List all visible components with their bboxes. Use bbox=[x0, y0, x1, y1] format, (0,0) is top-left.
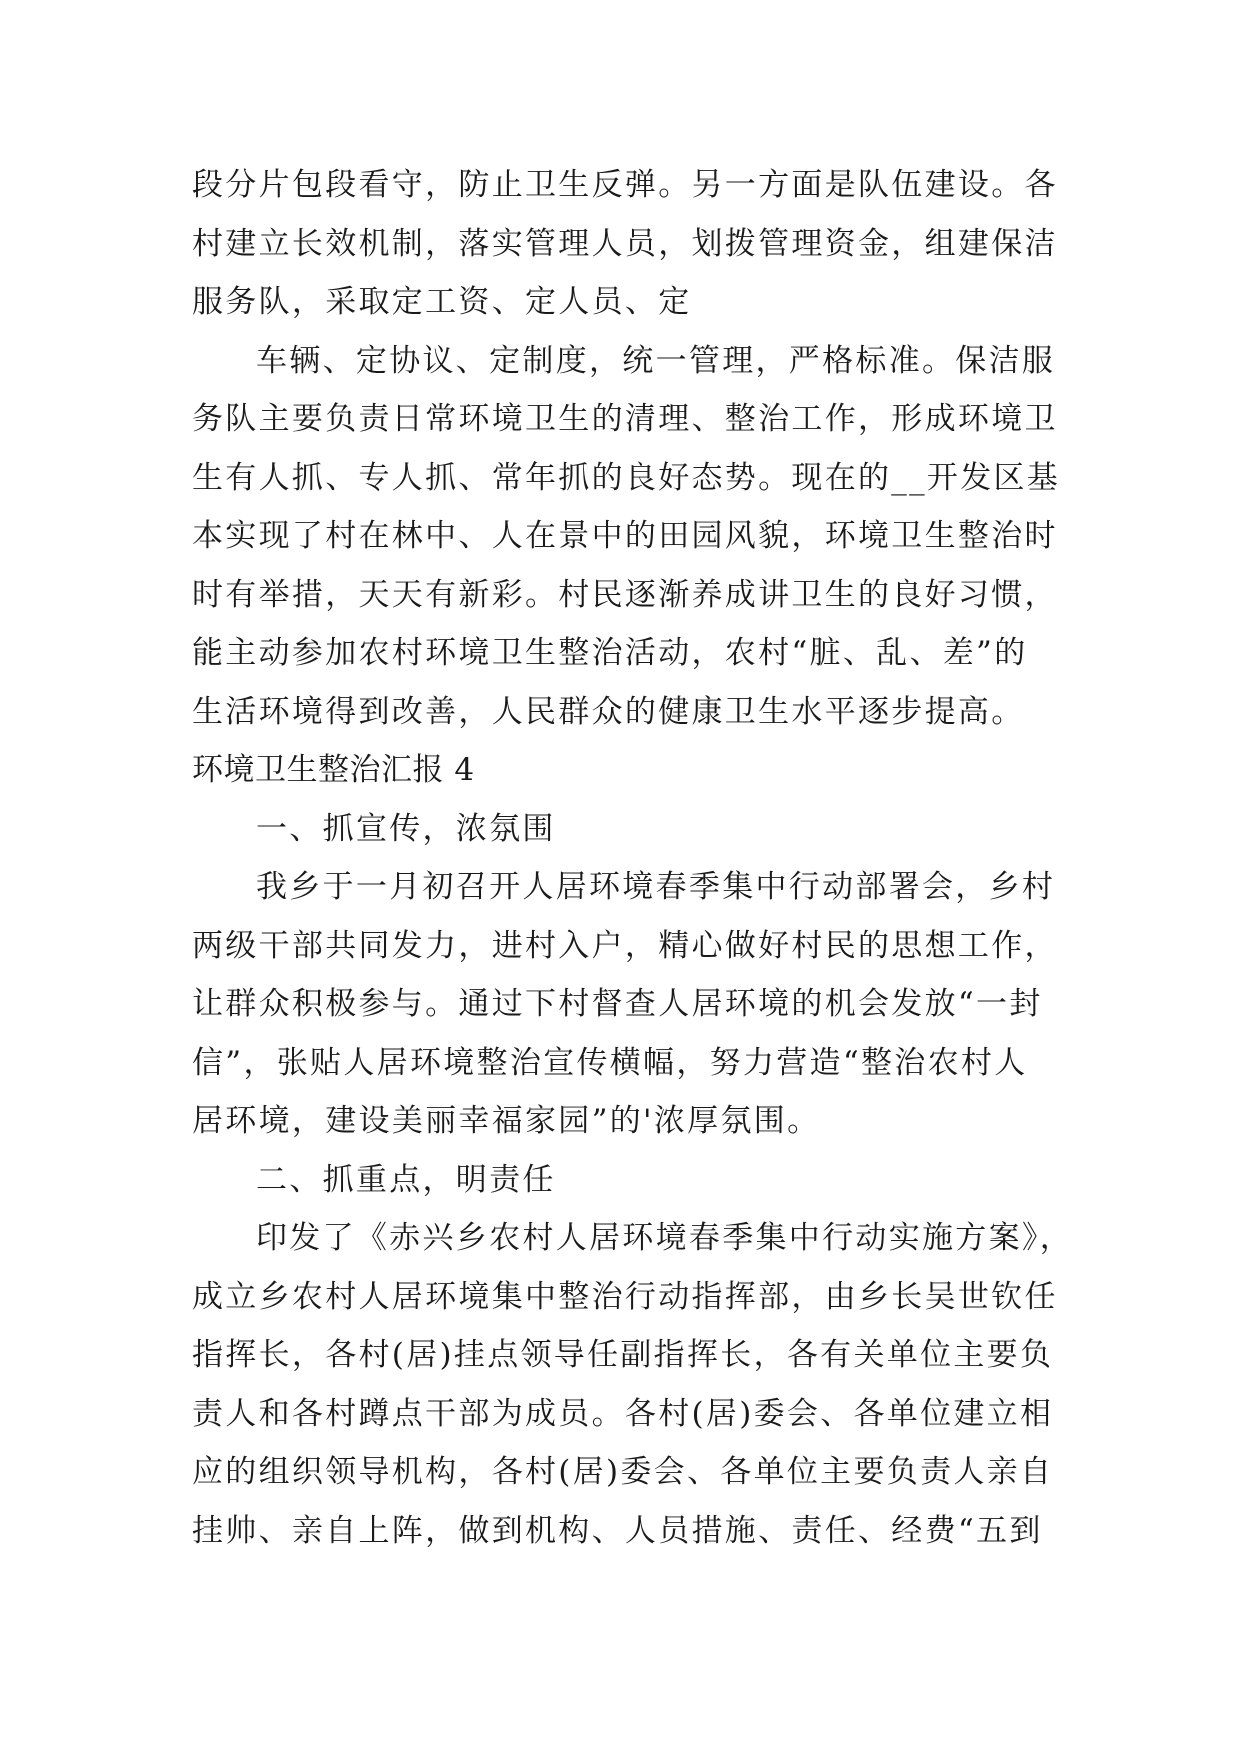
text-line: 责人和各村蹲点干部为成员。各村(居)委会、各单位建立相 bbox=[192, 1395, 1054, 1432]
text-line: 挂帅、亲自上阵，做到机构、人员措施、责任、经费“五到 bbox=[192, 1512, 1043, 1549]
text-line: 时有举措，天天有新彩。村民逐渐养成讲卫生的良好习惯， bbox=[192, 576, 1058, 613]
text-line: 两级干部共同发力，进村入户，精心做好村民的思想工作， bbox=[192, 927, 1058, 964]
paragraph-first-line: 我乡于一月初召开人居环境春季集中行动部署会，乡村 bbox=[256, 869, 1056, 905]
text-line: 能主动参加农村环境卫生整治活动，农村“脏、乱、差”的 bbox=[192, 635, 1028, 671]
text-line: 让群众积极参与。通过下村督查人居环境的机会发放“一封 bbox=[192, 986, 1043, 1022]
text-line: 指挥长，各村(居)挂点领导任副指挥长，各有关单位主要负 bbox=[192, 1337, 1054, 1373]
text-line: 务队主要负责日常环境卫生的清理、整治工作，形成环境卫 bbox=[192, 401, 1058, 437]
text-line: 村建立长效机制，落实管理人员，划拨管理资金，组建保洁 bbox=[192, 225, 1058, 262]
text-line: 段分片包段看守，防止卫生反弹。另一方面是队伍建设。各 bbox=[192, 167, 1058, 203]
section-title: 环境卫生整治汇报 4 bbox=[192, 752, 475, 788]
text-line: 生活环境得到改善，人民群众的健康卫生水平逐步提高。 bbox=[192, 693, 1025, 730]
text-line: 成立乡农村人居环境集中整治行动指挥部，由乡长吴世钦任 bbox=[192, 1278, 1058, 1315]
subheading: 一、抓宣传，浓氛围 bbox=[256, 810, 556, 847]
text-line: 本实现了村在林中、人在景中的田园风貌，环境卫生整治时 bbox=[192, 518, 1058, 554]
text-line: 服务队，采取定工资、定人员、定 bbox=[192, 284, 692, 320]
text-line: 信”，张贴人居环境整治宣传横幅，努力营造“整治农村人 bbox=[192, 1044, 1028, 1081]
text-line: 居环境，建设美丽幸福家园”的'浓厚氛围。 bbox=[192, 1103, 821, 1139]
subheading: 二、抓重点，明责任 bbox=[256, 1161, 556, 1198]
paragraph-first-line: 车辆、定协议、定制度，统一管理，严格标准。保洁服 bbox=[256, 342, 1056, 379]
text-line: 生有人抓、专人抓、常年抓的良好态势。现在的__开发区基 bbox=[192, 459, 1061, 496]
text-line: 应的组织领导机构，各村(居)委会、各单位主要负责人亲自 bbox=[192, 1454, 1054, 1490]
document-page bbox=[192, 156, 1073, 1560]
paragraph-first-line: 印发了《赤兴乡农村人居环境春季集中行动实施方案》， bbox=[256, 1220, 1073, 1256]
